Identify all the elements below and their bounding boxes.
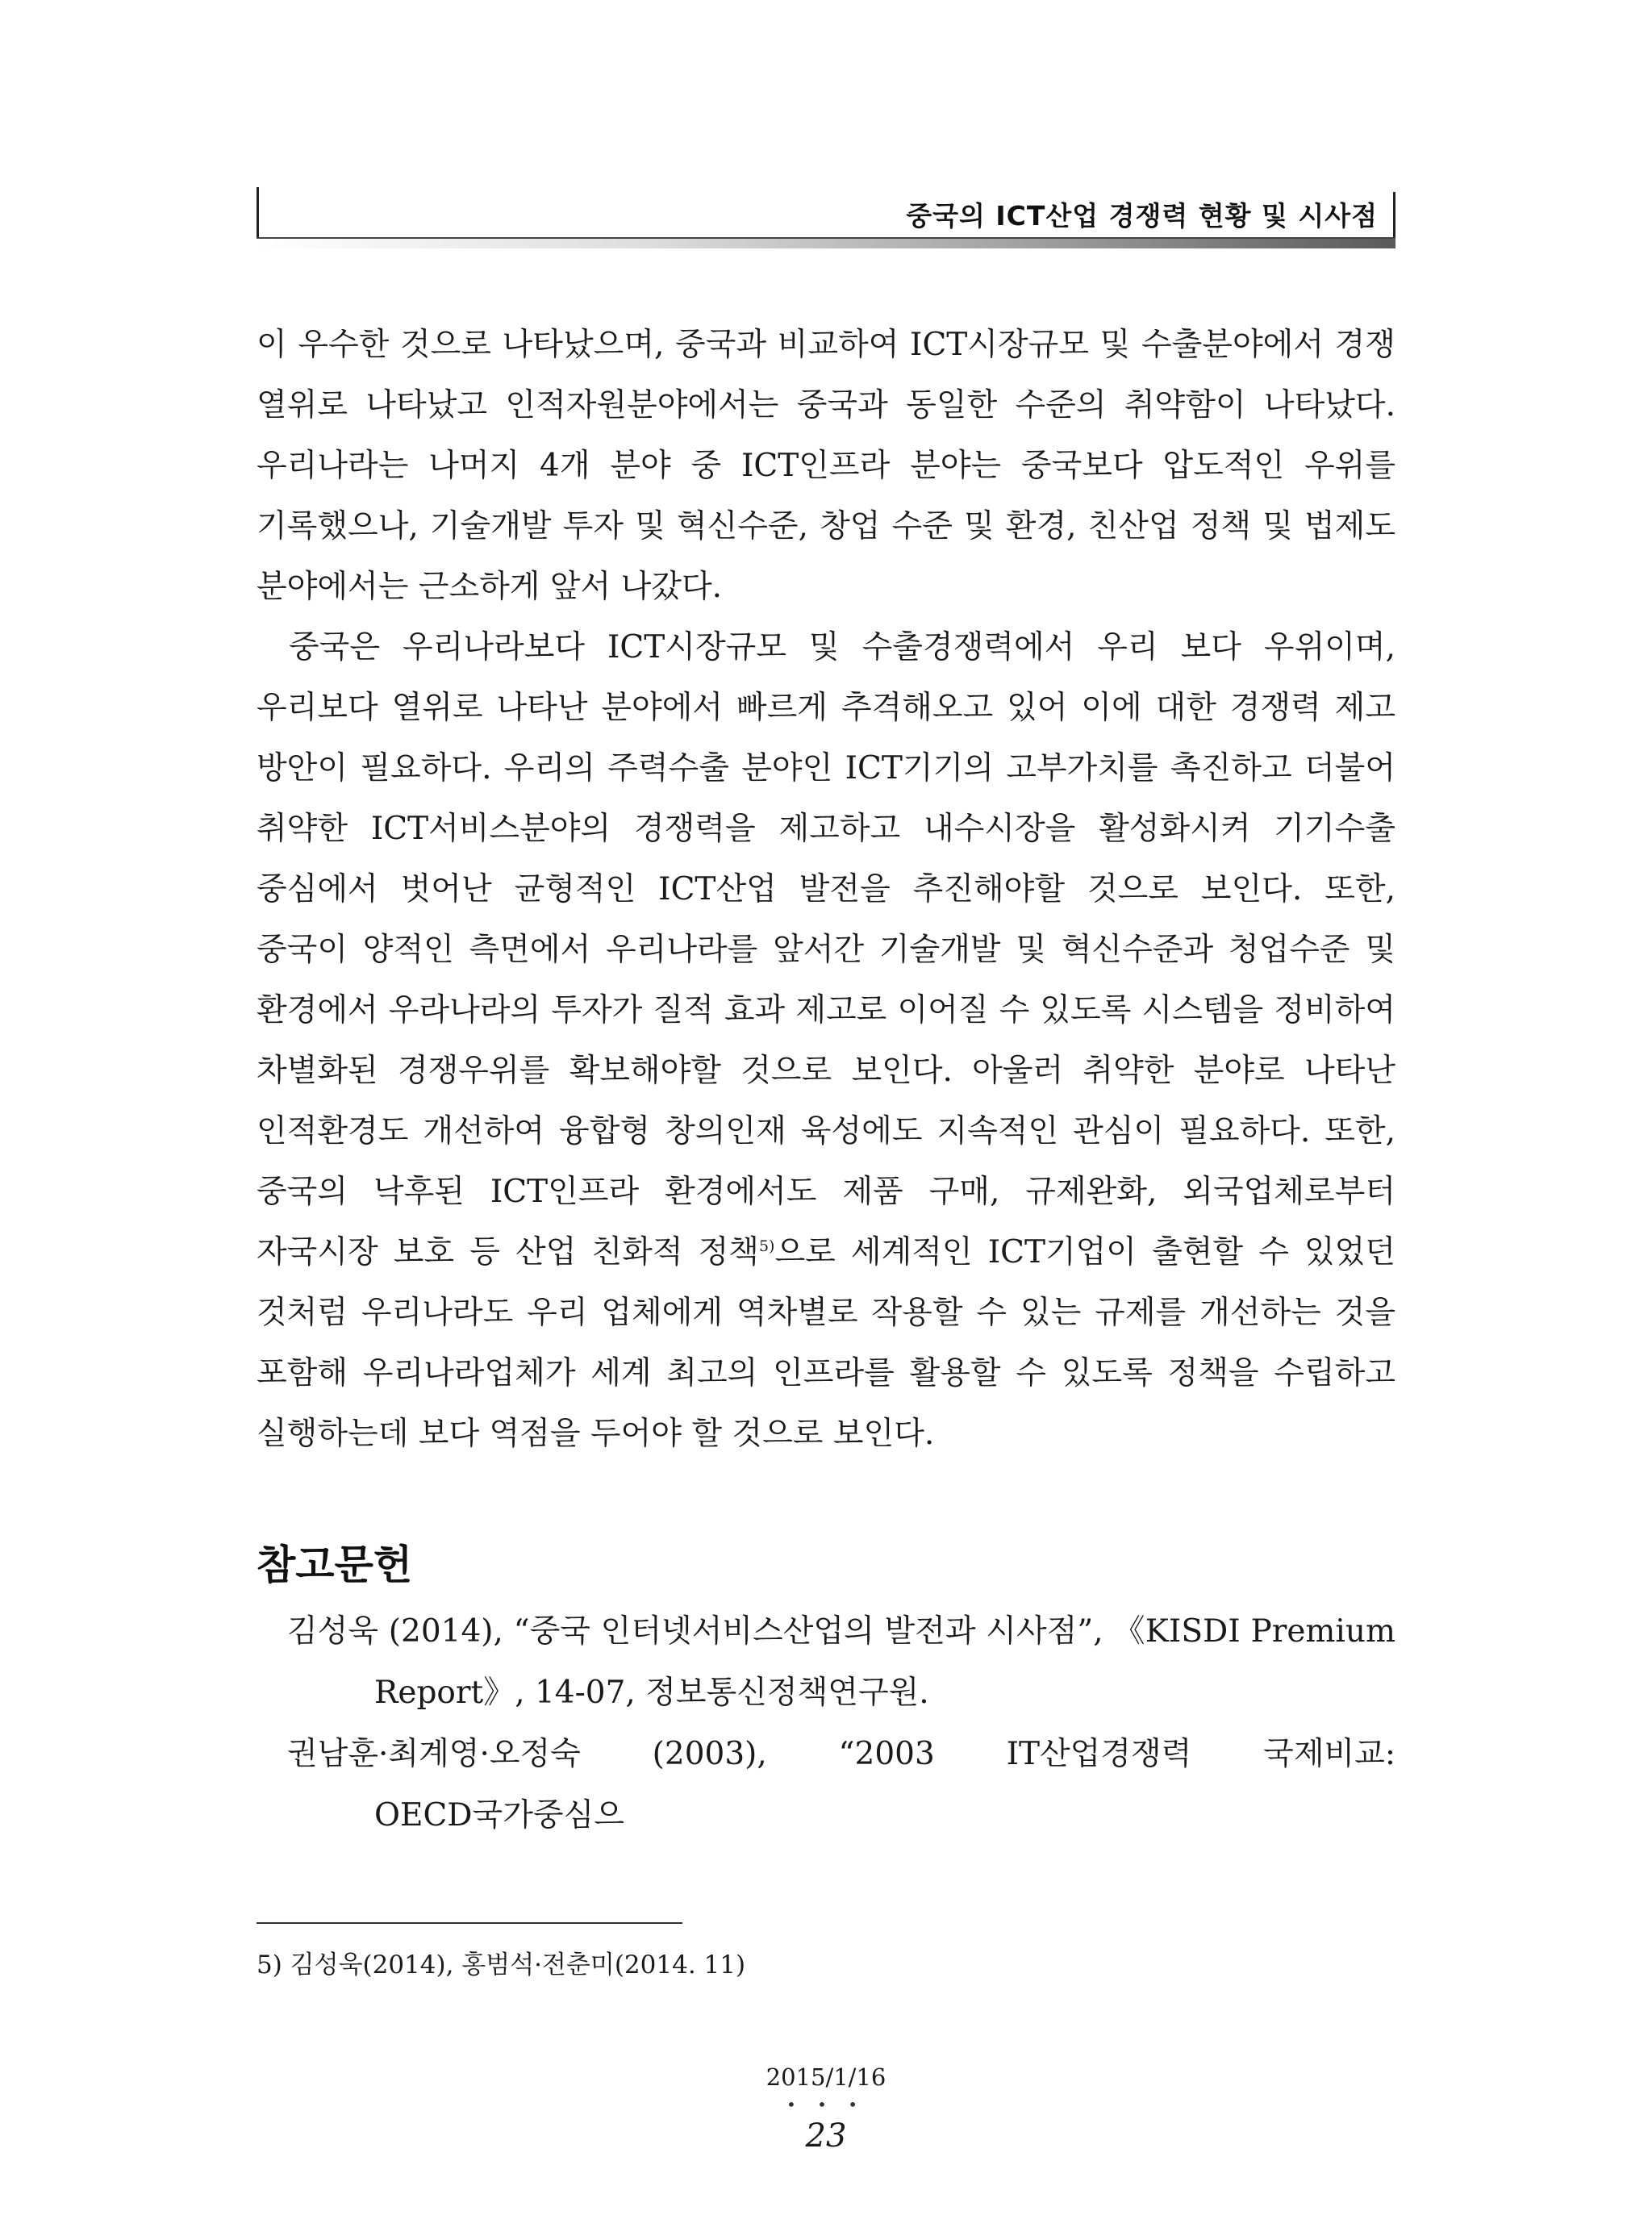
footnote: 5) 김성욱(2014), 홍범석·전춘미(2014. 11): [257, 1950, 746, 1980]
paragraph-2-text-b: 으로 세계적인 ICT기업이 출현할 수 있었던 것처럼 우리나라도 우리 업체에게 역차별로 작용할 수 있는 규제를 개선하는 것을 포함해 우리나라업체가 세계 최고의 인프라를 활용할 수 있도록 정책을 수립하고 실행하는데 보다 역점을 두어야 할 것으로 보인다.: [257, 1234, 1395, 1452]
body-text: [257, 315, 1395, 1464]
footer-dots: • • •: [786, 2095, 866, 2114]
references-list: [257, 1601, 1395, 1846]
reference-item: 권남훈·최계영·오정숙 (2003), “2003 IT산업경쟁력 국제비교: OECD국가중심으: [287, 1736, 1395, 1834]
paragraph-1: [257, 315, 1395, 617]
header-gradient-rule: [257, 237, 1395, 248]
page-number: 23: [805, 2117, 847, 2155]
running-header: [257, 187, 1395, 253]
header-right-bar: [1393, 192, 1395, 237]
header-title: 중국의 ICT산업 경쟁력 현황 및 시사점: [906, 200, 1378, 232]
paragraph-2-text-a: 중국은 우리나라보다 ICT시장규모 및 수출경쟁력에서 우리 보다 우위이며, 우리보다 열위로 나타난 분야에서 빠르게 추격해오고 있어 이에 대한 경쟁력 제고 방안이 필요하다. 우리의 주력수출 분야인 ICT기기의 고부가치를 촉진하고 더불어 취약한 ICT서비스분야의 경쟁력을 제고하고 내수시장을 활성화시켜 기기수출 중심에서 벗어난 균형적인 ICT산업 발전을 추진해야할 것으로 보인다. 또한, 중국이 양적인 측면에서 우리나라를 앞서간 기술개발 및 혁신수준과 청업수준 및 환경에서 우라나라의 투자가 질적 효과 제고로 이어질 수 있도록 시스템을 정비하여 차별화된 경쟁우위를 확보해야할 것으로 보인다. 아울러 취약한 분야로 나타난 인적환경도 개선하여 융합형 창의인재 육성에도 지속적인 관심이 필요하다. 또한, 중국의 낙후된 ICT인프라 환경에서도 제품 구매, 규제완화, 외국업체로부터 자국시장 보호 등 산업 친화적 정책: [257, 629, 1395, 1270]
references-heading: 참고문헌: [257, 1542, 413, 1588]
header-left-bar: [257, 187, 259, 237]
header-rule-line: [257, 237, 1395, 239]
footnote-marker[interactable]: 5): [758, 1237, 775, 1255]
footer-date: 2015/1/16: [766, 2063, 886, 2091]
footnote-separator: [257, 1922, 682, 1924]
paragraph-1-text: 이 우수한 것으로 나타났으며, 중국과 비교하여 ICT시장규모 및 수출분야에서 경쟁 열위로 나타났고 인적자원분야에서는 중국과 동일한 수준의 취약함이 나타났다. 우리나라는 나머지 4개 분야 중 ICT인프라 분야는 중국보다 압도적인 우위를 기록했으나, 기술개발 투자 및 혁신수준, 창업 수준 및 환경, 친산업 정책 및 법제도 분야에서는 근소하게 앞서 나갔다.: [257, 327, 1395, 605]
paragraph-2: [257, 617, 1395, 1464]
reference-item: 김성욱 (2014), “중국 인터넷서비스산업의 발전과 시사점”, 《KISDI Premium Report》, 14-07, 정보통신정책연구원.: [287, 1613, 1395, 1711]
page-footer: [0, 2061, 1652, 2156]
